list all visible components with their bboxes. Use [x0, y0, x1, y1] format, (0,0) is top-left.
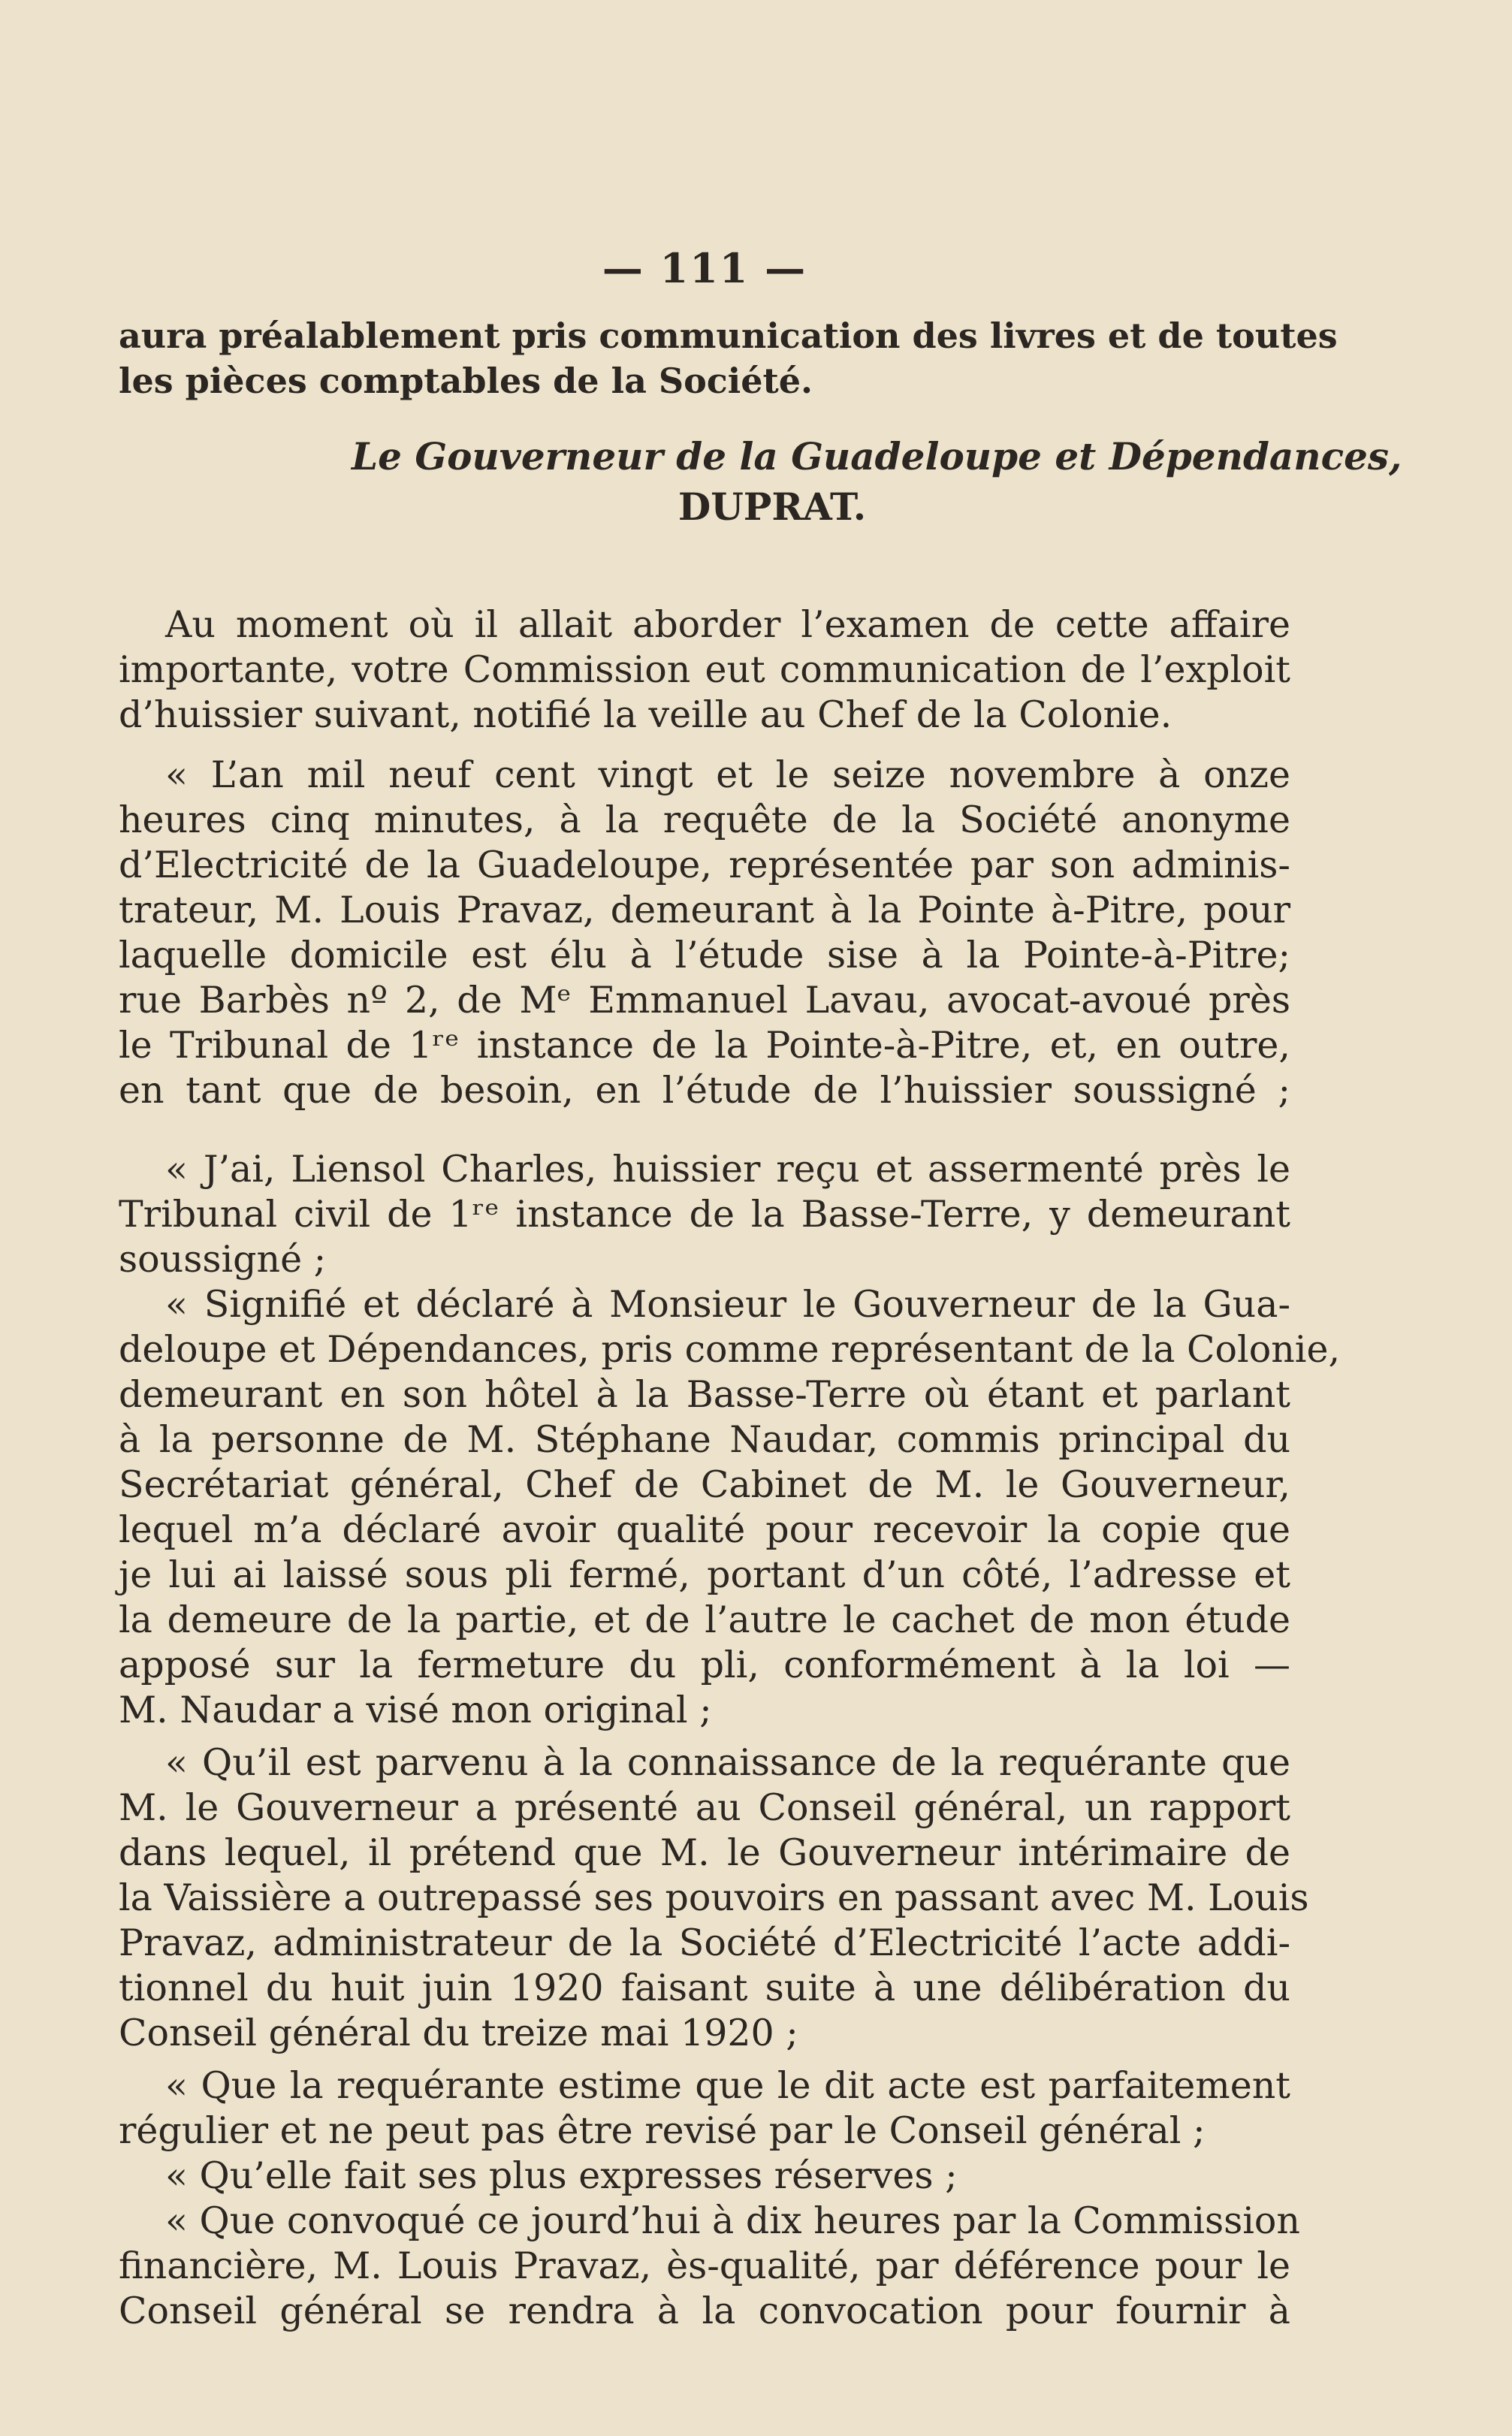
- text-line: financière, M. Louis Pravaz, ès-qualité, par déférence pour le: [119, 2244, 1290, 2287]
- text-line: « Que convoqué ce jourd’hui à dix heures par la Commission: [165, 2199, 1300, 2242]
- text-line: la Vaissière a outrepassé ses pouvoirs en passant avec M. Louis: [119, 1876, 1309, 1919]
- text-line: « Qu’il est parvenu à la connaissance de la requérante que: [165, 1741, 1290, 1784]
- text-line: à la personne de M. Stéphane Naudar, commis principal du: [119, 1418, 1290, 1461]
- text-line: rue Barbès nº 2, de Mᵉ Emmanuel Lavau, avocat-avoué près: [119, 979, 1290, 1022]
- text-line: « L’an mil neuf cent vingt et le seize novembre à onze: [165, 753, 1290, 796]
- text-line: « Que la requérante estime que le dit acte est parfaitement: [165, 2064, 1290, 2107]
- text-line: je lui ai laissé sous pli fermé, portant d’un côté, l’adresse et: [119, 1553, 1290, 1596]
- text-line: laquelle domicile est élu à l’étude sise à la Pointe-à-Pitre;: [119, 934, 1290, 977]
- document-page: [119, 0, 1402, 2436]
- text-line: deloupe et Dépendances, pris comme représentant de la Colonie,: [119, 1328, 1341, 1371]
- text-line: d’Electricité de la Guadeloupe, représentée par son adminis-: [119, 844, 1290, 886]
- text-line: M. Naudar a visé mon original ;: [119, 1689, 712, 1731]
- text-line: la demeure de la partie, et de l’autre le cachet de mon étude: [119, 1598, 1290, 1641]
- text-line: Au moment où il allait aborder l’examen de cette affaire: [165, 603, 1290, 646]
- text-line: le Tribunal de 1ʳᵉ instance de la Pointe-à-Pitre, et, en outre,: [119, 1024, 1290, 1067]
- continuation-line: les pièces comptables de la Société.: [119, 361, 813, 401]
- text-line: trateur, M. Louis Pravaz, demeurant à la Pointe à-Pitre, pour: [119, 889, 1290, 931]
- text-line: Conseil général se rendra à la convocation pour fournir à: [119, 2290, 1290, 2332]
- text-line: dans lequel, il prétend que M. le Gouverneur intérimaire de: [119, 1831, 1290, 1874]
- text-line: lequel m’a déclaré avoir qualité pour recevoir la copie que: [119, 1508, 1290, 1551]
- text-line: régulier et ne peut pas être revisé par le Conseil général ;: [119, 2109, 1206, 2152]
- text-line: tionnel du huit juin 1920 faisant suite à une délibération du: [119, 1967, 1290, 2009]
- text-line: apposé sur la fermeture du pli, conformément à la loi —: [119, 1644, 1290, 1686]
- text-line: soussigné ;: [119, 1238, 327, 1281]
- text-line: « J’ai, Liensol Charles, huissier reçu et assermenté près le: [165, 1148, 1290, 1191]
- signature-name: DUPRAT.: [678, 484, 867, 529]
- text-line: Pravaz, administrateur de la Société d’Electricité l’acte addi-: [119, 1921, 1290, 1964]
- text-line: importante, votre Commission eut communication de l’exploit: [119, 648, 1290, 691]
- text-line: heures cinq minutes, à la requête de la Société anonyme: [119, 798, 1290, 841]
- page-number: — 111 —: [602, 244, 807, 292]
- signature-title: Le Gouverneur de la Guadeloupe et Dépendances,: [352, 434, 1402, 478]
- text-line: « Qu’elle fait ses plus expresses réserves ;: [165, 2154, 958, 2197]
- text-line: en tant que de besoin, en l’étude de l’huissier soussigné ;: [119, 1069, 1290, 1112]
- text-line: Tribunal civil de 1ʳᵉ instance de la Basse-Terre, y demeurant: [119, 1193, 1290, 1236]
- text-line: demeurant en son hôtel à la Basse-Terre où étant et parlant: [119, 1373, 1290, 1416]
- text-line: d’huissier suivant, notifié la veille au Chef de la Colonie.: [119, 693, 1172, 736]
- text-line: M. le Gouverneur a présenté au Conseil général, un rapport: [119, 1786, 1290, 1829]
- text-line: Secrétariat général, Chef de Cabinet de M. le Gouverneur,: [119, 1463, 1290, 1506]
- text-line: Conseil général du treize mai 1920 ;: [119, 2012, 798, 2054]
- continuation-line: aura préalablement pris communication des livres et de toutes: [119, 315, 1338, 356]
- text-line: « Signifié et déclaré à Monsieur le Gouverneur de la Gua-: [165, 1283, 1290, 1326]
